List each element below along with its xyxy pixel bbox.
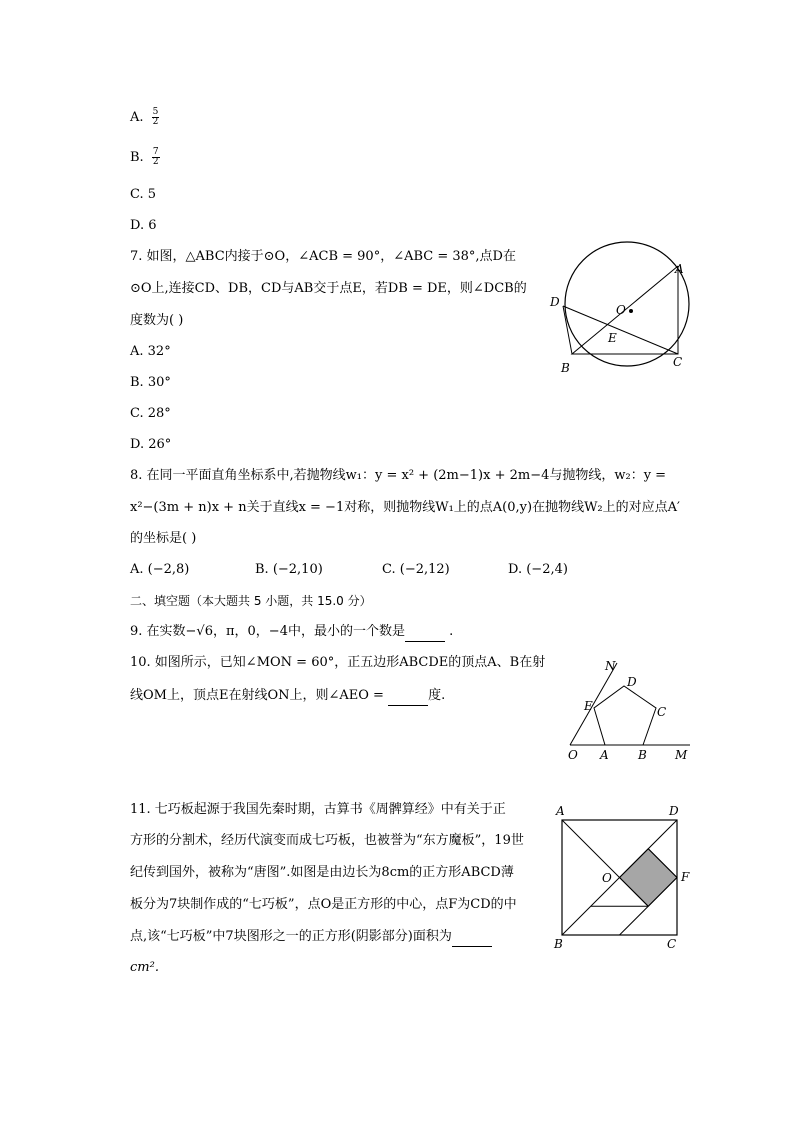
label-d: D [627,675,637,689]
q6-option-b: B. $\frac{7}{2}$ [130,147,159,167]
q6-option-c: C. 5 [130,187,157,202]
q9-line: 9. 在实数−√6，π，0，−4中，最小的一个数是 . [130,622,453,642]
label-c: C [667,937,677,951]
label-a: A [600,748,609,762]
q10-line-2: 线OM上，顶点E在射线ON上，则∠AEO = 度. [130,686,445,706]
answer-blank[interactable] [405,627,445,642]
label-b: B [638,748,647,762]
q11-line-6: cm². [130,960,159,975]
shaded-square [620,849,678,907]
q11-line-2: 方形的分割术，经历代演变而成七巧板，也被誉为“东方魔板”，19世 [130,833,524,848]
label-o: O [616,303,626,317]
q8-line-1: 8. 在同一平面直角坐标系中,若抛物线w₁：y = x² + (2m−1)x + 2m−4与抛物线，w₂：y = [130,468,667,483]
q8-option-d: D. (−2,4) [508,562,568,577]
q7-circle-figure [548,248,708,378]
label-c: C [673,355,683,369]
q11-line-3: 纪传到国外，被称为“唐图”.如图是由边长为8cm的正方形ABCD薄 [130,865,514,880]
q11-tangram-figure [552,805,692,955]
label-m: M [675,748,688,762]
q6-option-a: A. $\frac{5}{2}$ [130,107,159,127]
label-a: A [675,262,684,276]
q8-line-2: x²−(3m + n)x + n关于直线x = −1对称，则抛物线W₁上的点A(0,y)在抛物线W₂上的对应点A′ [130,500,680,515]
q6-option-d: D. 6 [130,218,157,233]
label-d: D [550,295,560,309]
q7-option-d: D. 26° [130,437,172,452]
segment-ao [562,820,620,878]
fraction: $\frac{5}{2}$ [152,107,159,127]
q7-line-2: ⊙O上,连接CD、DB，CD与AB交于点E，若DB = DE，则∠DCB的 [130,281,527,296]
fraction: $\frac{7}{2}$ [152,147,159,167]
label-b: B [561,361,570,375]
q7-option-a: A. 32° [130,344,171,359]
label-d: D [669,804,679,818]
q7-option-b: B. 30° [130,375,171,390]
circle-o [565,242,689,366]
center-point [629,309,633,313]
label-c: C [657,705,667,719]
q11-line-1: 11. 七巧板起源于我国先秦时期，古算书《周髀算经》中有关于正 [130,802,506,817]
ray-on [570,663,617,745]
label-a: A [556,804,565,818]
label-b: B [554,937,563,951]
section-heading: 二、填空题（本大题共 5 小题，共 15.0 分） [130,594,372,608]
label-o: O [568,748,578,762]
label-o: O [602,871,612,885]
q10-line-1: 10. 如图所示，已知∠MON = 60°，正五边形ABCDE的顶点A、B在射 [130,655,546,670]
answer-blank[interactable] [388,691,428,706]
answer-blank[interactable] [452,932,492,947]
q8-option-c: C. (−2,12) [382,562,450,577]
q8-option-a: A. (−2,8) [130,562,190,577]
pentagon-abcde [594,686,656,745]
q11-line-4: 板分为7块制作成的“七巧板”，点O是正方形的中心，点F为CD的中 [130,897,517,912]
q7-option-c: C. 28° [130,406,171,421]
q8-line-3: 的坐标是( ) [130,531,197,546]
q11-line-5: 点,该“七巧板”中7块图形之一的正方形(阴影部分)面积为 [130,927,492,947]
label-e: E [608,331,617,345]
label-e: E [584,699,593,713]
q8-option-b: B. (−2,10) [255,562,323,577]
q10-pentagon-figure [565,658,695,768]
q7-line-3: 度数为( ) [130,313,184,328]
label-n: N [605,659,616,673]
label-f: F [681,870,690,884]
q7-line-1: 7. 如图，△ABC内接于⊙O，∠ACB = 90°，∠ABC = 38°,点D在 [130,249,516,264]
